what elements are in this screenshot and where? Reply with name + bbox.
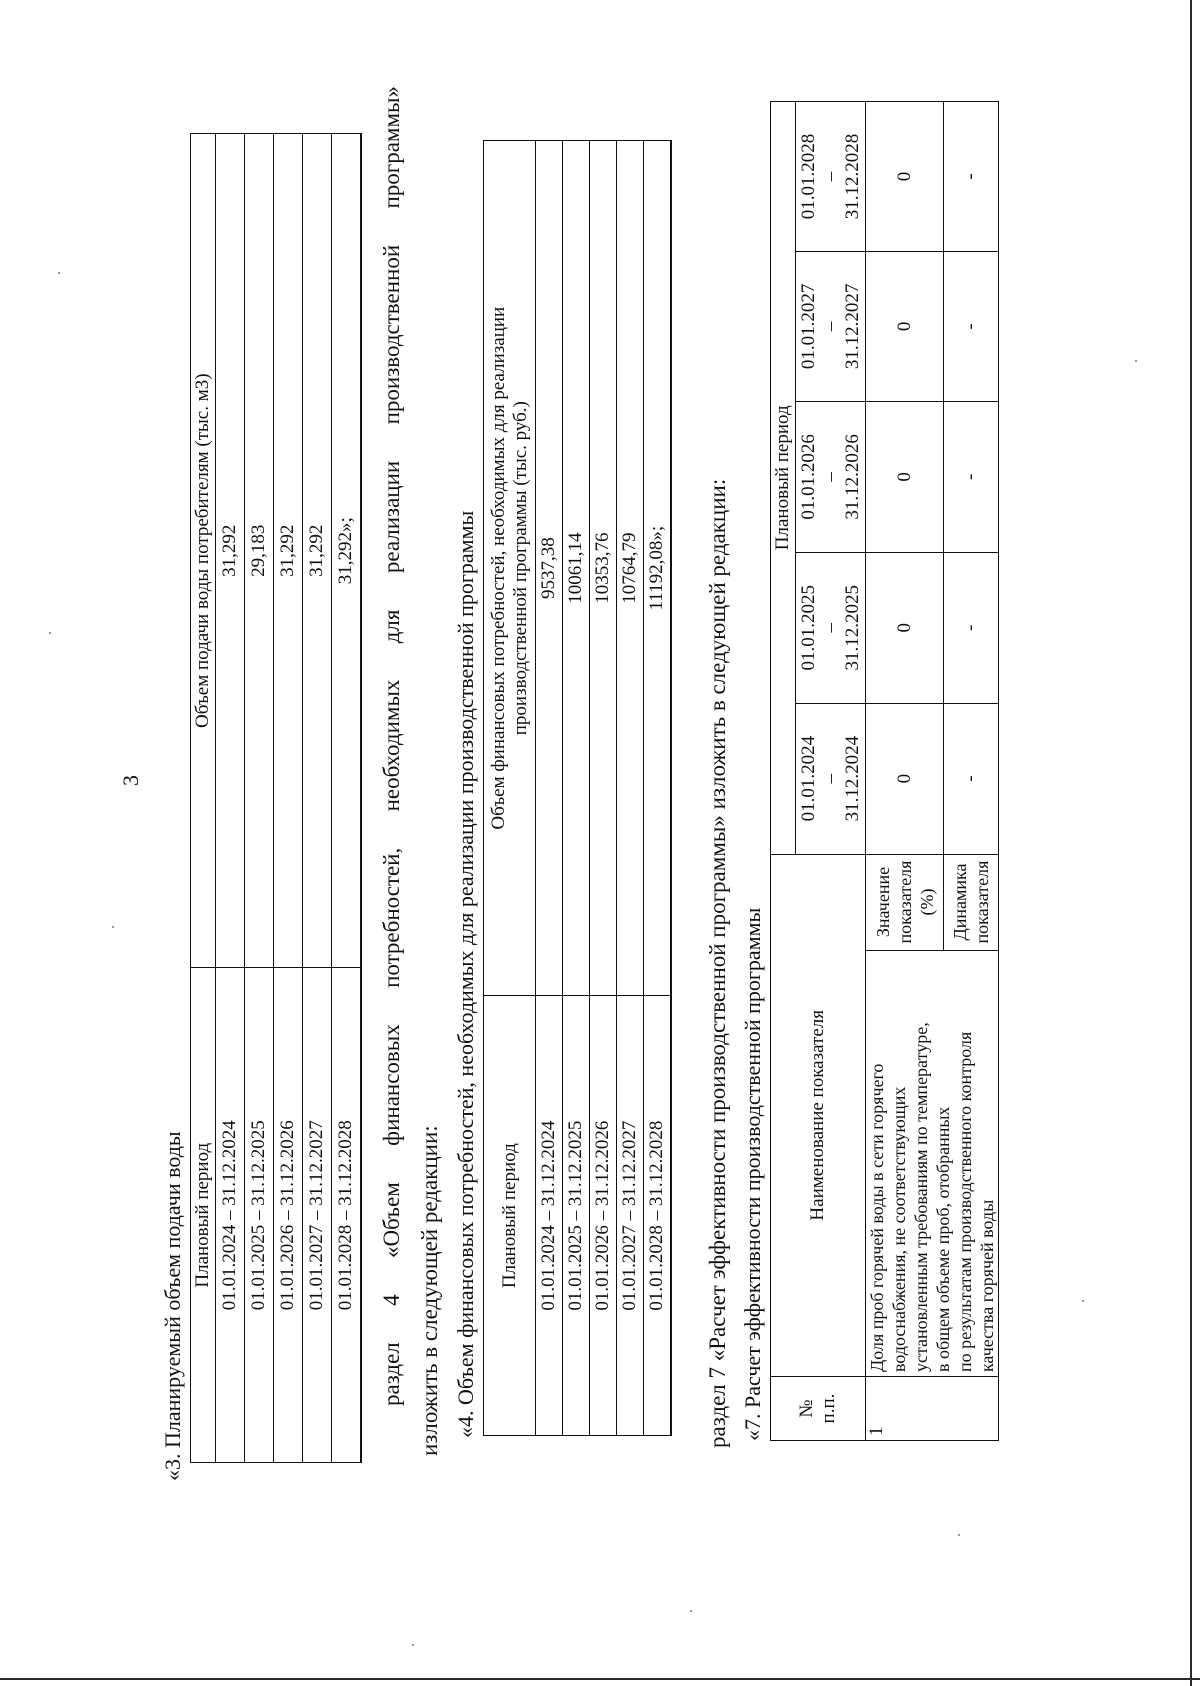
period-header-cell [796, 703, 866, 854]
paragraph4-line2: изложить в следующей редакции: [417, 1125, 442, 1456]
value-cell: 11192,08»; [644, 141, 671, 996]
indicator-name [866, 950, 999, 1377]
header-volume [484, 141, 536, 996]
table-row [216, 134, 245, 1463]
indicator-name-line: в общем объеме проб, отобранных [933, 1106, 953, 1373]
sub-indicator-line: показателя [972, 860, 993, 944]
table-header-row [484, 141, 536, 1436]
period-cell: 01.01.2025 – 31.12.2025 [563, 996, 590, 1436]
period-end: 31.12.2026 [841, 434, 863, 520]
period-cell: 01.01.2024 – 31.12.2024 [216, 968, 245, 1463]
paragraph4-line1: раздел 4 «Объем финансовых потребностей, необходимых для реализации производственной программы» [379, 86, 404, 1406]
period-dash: – [819, 171, 841, 182]
table-header-row [191, 134, 216, 1463]
value-cell: 10061,14 [563, 141, 590, 996]
indicator-name-line: по результатам производственного контроля [955, 1031, 975, 1373]
table-row [563, 141, 590, 1436]
period-cell: 01.01.2024 – 31.12.2024 [536, 996, 563, 1436]
dynamics-cell: - [944, 102, 999, 252]
period-cell: 01.01.2026 – 31.12.2026 [274, 968, 303, 1463]
period-cell: 01.01.2027 – 31.12.2027 [617, 996, 644, 1436]
value-cell: 31,292 [303, 134, 332, 968]
period-start: 01.01.2024 [797, 735, 819, 822]
indicator-name-line: качества горячей воды [977, 1199, 997, 1373]
dynamics-cell: - [944, 401, 999, 552]
table-row [590, 141, 617, 1436]
sub-indicator-line: Динамика [950, 863, 971, 941]
period-cell: 01.01.2027 – 31.12.2027 [303, 968, 332, 1463]
dynamics-cell: - [944, 251, 999, 401]
indicator-name-line: установленным требованиям по температуре, [911, 1022, 931, 1373]
value-cell: 0 [866, 401, 944, 552]
water-volume-table [190, 133, 362, 1463]
value-cell: 31,292 [216, 134, 245, 968]
period-cell: 01.01.2026 – 31.12.2026 [590, 996, 617, 1436]
financial-needs-table [483, 140, 672, 1436]
paragraph7-line1: раздел 7 «Расчет эффективности производственной программы» изложить в следующей редакции: [705, 478, 730, 1448]
value-cell: 29,183 [245, 134, 274, 968]
period-start: 01.01.2025 [797, 584, 819, 671]
period-dash: – [819, 773, 841, 784]
sub-indicator-line: показателя [894, 860, 915, 944]
table-row [245, 134, 274, 1463]
section3-heading: «3. Планируемый объем подачи воды [160, 1131, 185, 1481]
dynamics-cell: - [944, 703, 999, 854]
header-period: Плановый период [484, 996, 536, 1436]
period-dash: – [819, 622, 841, 633]
header-volume: Объем подачи воды потребителям (тыс. м3) [191, 134, 216, 968]
section4-heading: «4. Объем финансовых потребностей, необходимых для реализации производственной программы [453, 510, 478, 1438]
period-cell: 01.01.2025 – 31.12.2025 [245, 968, 274, 1463]
period-dash: – [819, 321, 841, 332]
row-number: 1 [866, 1377, 999, 1441]
table-row [617, 141, 644, 1436]
table-row [536, 141, 563, 1436]
period-header-cell [796, 401, 866, 552]
sub-indicator-dynamics-label [944, 854, 999, 950]
dynamics-cell: - [944, 552, 999, 703]
period-end: 31.12.2025 [841, 584, 863, 671]
period-start: 01.01.2026 [797, 434, 819, 520]
header-volume-line2: производственной программы (тыс. руб.) [509, 401, 531, 736]
table-row [274, 134, 303, 1463]
value-cell: 31,292 [274, 134, 303, 968]
value-cell: 0 [866, 251, 944, 401]
period-end: 31.12.2027 [841, 283, 863, 370]
period-dash: – [819, 472, 841, 482]
table-row [303, 134, 332, 1463]
value-cell: 10353,76 [590, 141, 617, 996]
period-cell: 01.01.2028 – 31.12.2028 [644, 996, 671, 1436]
header-period: Плановый период [191, 968, 216, 1463]
header-number-line1: № [796, 1399, 817, 1418]
period-end: 31.12.2024 [841, 735, 863, 822]
page-number: 3 [118, 775, 143, 786]
period-start: 01.01.2028 [797, 133, 819, 220]
efficiency-table [770, 101, 999, 1441]
section7-heading: «7. Расчет эффективности производственной программы [740, 907, 765, 1441]
period-header-cell [796, 102, 866, 252]
table-row [644, 141, 671, 1436]
table-row [332, 134, 361, 1463]
period-cell: 01.01.2028 – 31.12.2028 [332, 968, 361, 1463]
header-number [771, 1377, 866, 1441]
table-header-row [771, 102, 796, 1441]
value-cell: 10764,79 [617, 141, 644, 996]
header-volume-line1: Объем финансовых потребностей, необходимых для реализации [487, 306, 509, 830]
header-number-line2: п.п. [818, 1393, 839, 1424]
value-cell: 9537,38 [536, 141, 563, 996]
sub-indicator-value-label [866, 854, 944, 950]
period-start: 01.01.2027 [797, 283, 819, 370]
indicator-name-line: Доля проб горячей воды в сети горячего [867, 1063, 887, 1373]
value-cell: 31,292»; [332, 134, 361, 968]
value-cell: 0 [866, 552, 944, 703]
period-header-cell [796, 552, 866, 703]
header-planned-period: Плановый период [771, 102, 796, 855]
header-indicator-name: Наименование показателя [771, 854, 866, 1377]
value-cell: 0 [866, 703, 944, 854]
value-cell: 0 [866, 102, 944, 252]
period-end: 31.12.2028 [841, 133, 863, 220]
sub-indicator-line: (%) [916, 888, 937, 916]
table-row [866, 102, 944, 1441]
indicator-name-line: водоснабжения, не соответствующих [889, 1086, 909, 1373]
sub-indicator-line: Значение [872, 866, 893, 938]
period-header-cell [796, 251, 866, 401]
